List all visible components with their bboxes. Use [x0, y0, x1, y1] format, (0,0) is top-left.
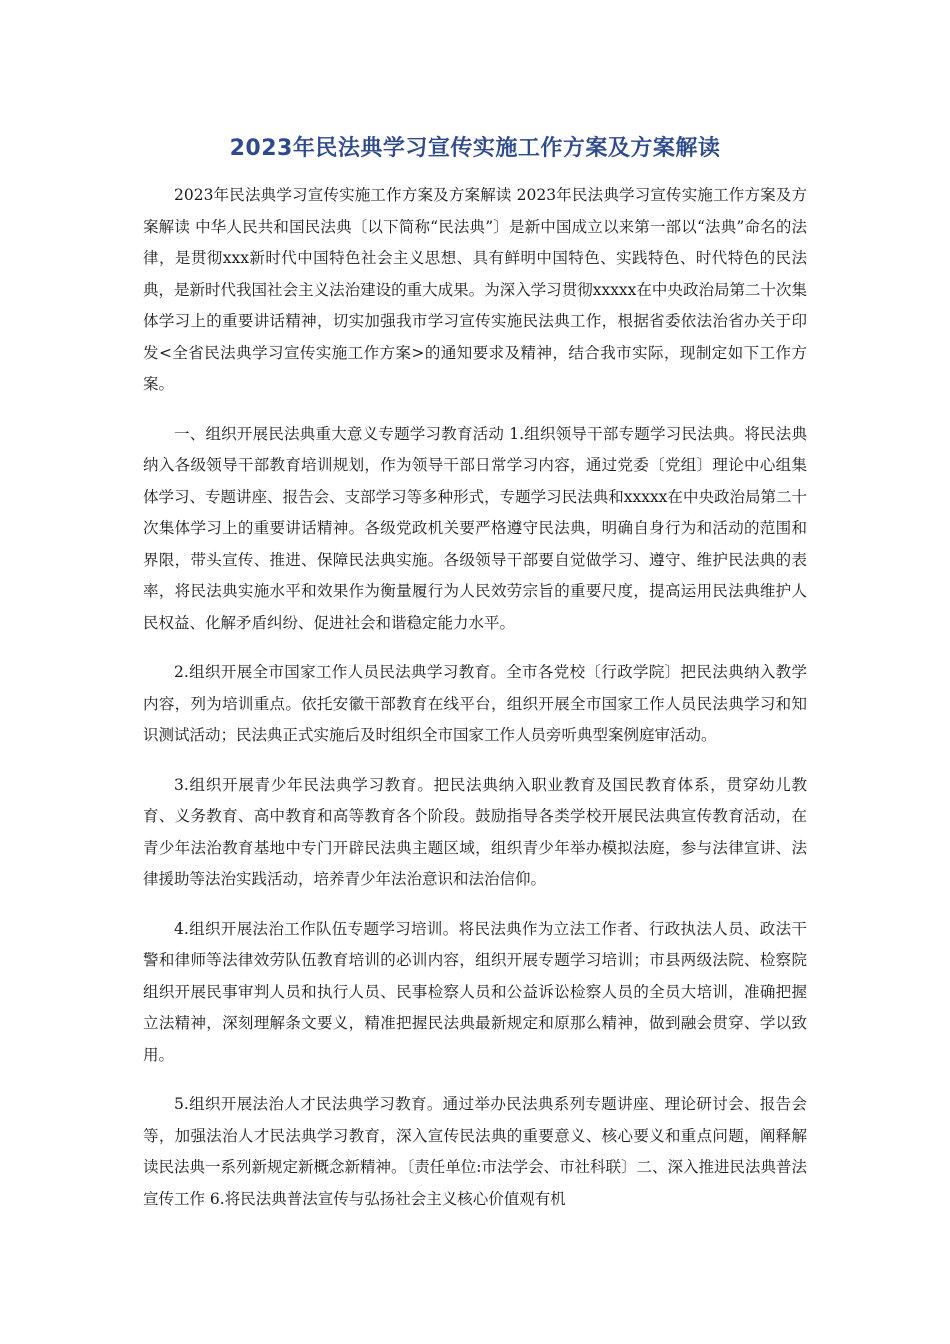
document-title: 2023年民法典学习宣传实施工作方案及方案解读: [229, 136, 721, 161]
paragraph-item-2: 2.组织开展全市国家工作人员民法典学习教育。全市各党校〔行政学院〕把民法典纳入教学内容，列为培训重点。依托安徽干部教育在线平台，组织开展全市国家工作人员民法典学习和知识测试活动；民法典正式实施后及时组织全市国家工作人员旁听典型案例庭审活动。: [143, 663, 807, 744]
paragraph-intro: 2023年民法典学习宣传实施工作方案及方案解读 2023年民法典学习宣传实施工作方案及方案解读 中华人民共和国民法典〔以下简称“民法典”〕是新中国成立以来第一部以“法典”命名的法律，是贯彻xxx新时代中国特色社会主义思想、具有鲜明中国特色、实践特色、时代特色的民法典，是新时代我国社会主义法治建设的重大成果。为深入学习贯彻xxxxx在中央政治局第二十次集体学习上的重要讲话精神，切实加强我市学习宣传实施民法典工作，根据省委依法治省办关于印发<全省民法典学习宣传实施工作方案>的通知要求及精神，结合我市实际，现制定如下工作方案。: [143, 186, 807, 393]
paragraph-item-3: 3.组织开展青少年民法典学习教育。把民法典纳入职业教育及国民教育体系，贯穿幼儿教育、义务教育、高中教育和高等教育各个阶段。鼓励指导各类学校开展民法典宣传教育活动，在青少年法治教育基地中专门开辟民法典主题区域，组织青少年举办模拟法庭，参与法律宣讲、法律援助等法治实践活动，培养青少年法治意识和法治信仰。: [143, 775, 807, 888]
paragraph-item-5: 5.组织开展法治人才民法典学习教育。通过举办民法典系列专题讲座、理论研讨会、报告会等，加强法治人才民法典学习教育，深入宣传民法典的重要意义、核心要义和重点问题，阐释解读民法典一系列新规定新概念新精神。〔责任单位:市法学会、市社科联〕二、深入推进民法典普法宣传工作 6.将民法典普法宣传与弘扬社会主义核心价值观有机: [143, 1095, 807, 1208]
paragraph-item-4: 4.组织开展法治工作队伍专题学习培训。将民法典作为立法工作者、行政执法人员、政法干警和律师等法律效劳队伍教育培训的必训内容，组织开展专题学习培训；市县两级法院、检察院组织开展民事审判人员和执行人员、民事检察人员和公益诉讼检察人员的全员大培训，准确把握立法精神，深刻理解条文要义，精准把握民法典最新规定和原那么精神，做到融会贯穿、学以致用。: [143, 919, 807, 1064]
paragraph-section-1: 一、组织开展民法典重大意义专题学习教育活动 1.组织领导干部专题学习民法典。将民法典纳入各级领导干部教育培训规划，作为领导干部日常学习内容，通过党委〔党组〕理论中心组集体学习、专题讲座、报告会、支部学习等多种形式，专题学习民法典和xxxxx在中央政治局第二十次集体学习上的重要讲话精神。各级党政机关要严格遵守民法典，明确自身行为和活动的范围和界限，带头宣传、推进、保障民法典实施。各级领导干部要自觉做学习、遵守、维护民法典的表率，将民法典实施水平和效果作为衡量履行为人民效劳宗旨的重要尺度，提高运用民法典维护人民权益、化解矛盾纠纷、促进社会和谐稳定能力水平。: [143, 424, 807, 632]
document-body: [143, 180, 807, 1233]
